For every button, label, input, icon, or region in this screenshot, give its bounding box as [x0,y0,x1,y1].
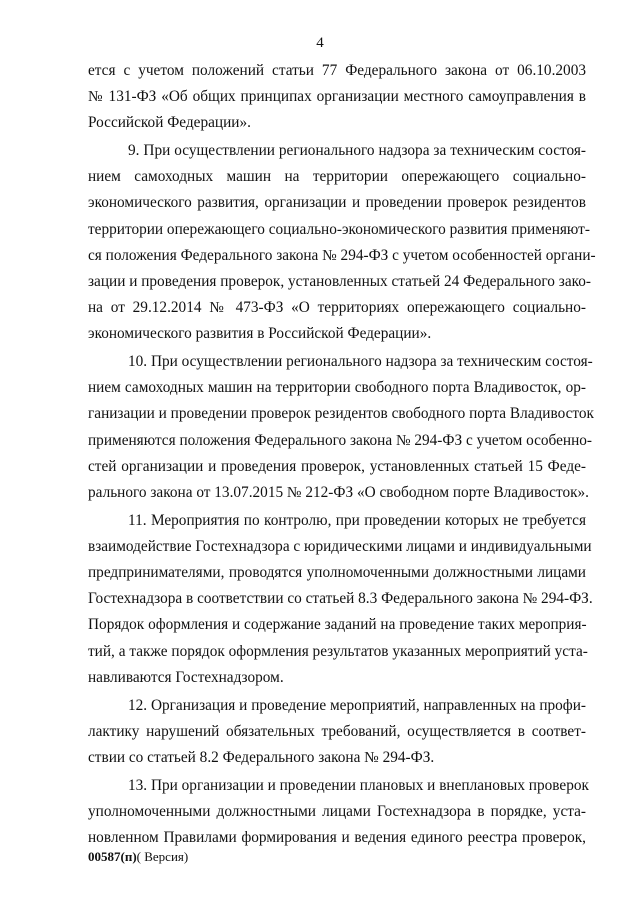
text-line: Российской Федерации». [88,114,251,132]
text-line: применяются положения Федерального закона № 294-ФЗ с учетом особенно- [88,431,593,449]
text-line: 10. При осуществлении регионального надзора за техническим состоя- [128,353,593,371]
document-body [88,58,596,851]
document-footer [88,849,188,865]
text-line: ствии со статьей 8.2 Федерального закона № 294-ФЗ. [88,748,435,766]
text-line: 11. Мероприятия по контролю, при проведении которых не требуется [128,511,586,529]
paragraph-9 [88,138,596,348]
paragraph-11 [88,508,593,691]
text-line: ется с учетом положений статьи 77 Федерального закона от 06.10.2003 [88,62,586,79]
text-line: экономического развития, организации и проведении проверок резидентов [88,194,586,212]
text-line: рального закона от 13.07.2015 № 212-ФЗ «О свободном порте Владивосток». [88,484,590,501]
text-line: ганизации и проведении проверок резидентов свободного порта Владивосток [88,405,594,423]
text-line: территории опережающего социально-экономического развития применяют- [88,220,590,238]
document-code: 00587(п) [88,849,137,864]
paragraph-12 [88,693,586,772]
text-line: ся положения Федерального закона № 294-ФЗ с учетом особенностей органи- [88,246,596,264]
text-line: нием самоходных машин на территории свободного порта Владивосток, ор- [88,379,586,397]
paragraph-continuation [88,58,586,137]
text-line: нием самоходных машин на территории опережающего социально- [88,168,586,186]
text-line: навливаются Гостехнадзором. [88,668,284,686]
text-line: тий, а также порядок оформления результатов указанных мероприятий уста- [88,642,588,660]
text-line: № 131-ФЗ «Об общих принципах организации местного самоуправления в [88,88,586,106]
text-line: Порядок оформления и содержание заданий на проведение таких мероприя- [88,616,587,634]
text-line: новленном Правилами формирования и ведения единого реестра проверок, [88,828,586,846]
paragraph-13 [88,773,589,852]
text-line: 12. Организация и проведение мероприятий, направленных на профи- [128,696,586,714]
text-line: 13. При организации и проведении плановых и внеплановых проверок [128,776,589,794]
text-line: предпринимателями, проводятся уполномоченными должностными лицами [88,564,586,582]
text-line: уполномоченными должностными лицами Гостехнадзора в порядке, уста- [88,802,586,820]
text-line: зации и проведения проверок, установленных статьей 24 Федерального зако- [88,273,592,290]
text-line: взаимодействие Гостехнадзора с юридическими лицами и индивидуальными [88,537,592,555]
text-line: лактику нарушений обязательных требований, осуществляется в соответ- [88,722,586,740]
text-line: Гостехнадзора в соответствии со статьей 8.3 Федерального закона № 294-ФЗ. [88,590,593,608]
text-line: стей организации и проведения проверок, установленных статьей 15 Феде- [88,457,586,475]
text-line: на от 29.12.2014 № 473-ФЗ «О территориях опережающего социально- [88,299,586,317]
version-label: ( Версия) [136,849,189,864]
text-line: 9. При осуществлении регионального надзора за техническим состоя- [128,142,586,160]
page-number: 4 [316,35,324,51]
paragraph-10 [88,349,594,506]
text-line: экономического развития в Российской Федерации». [88,325,432,343]
